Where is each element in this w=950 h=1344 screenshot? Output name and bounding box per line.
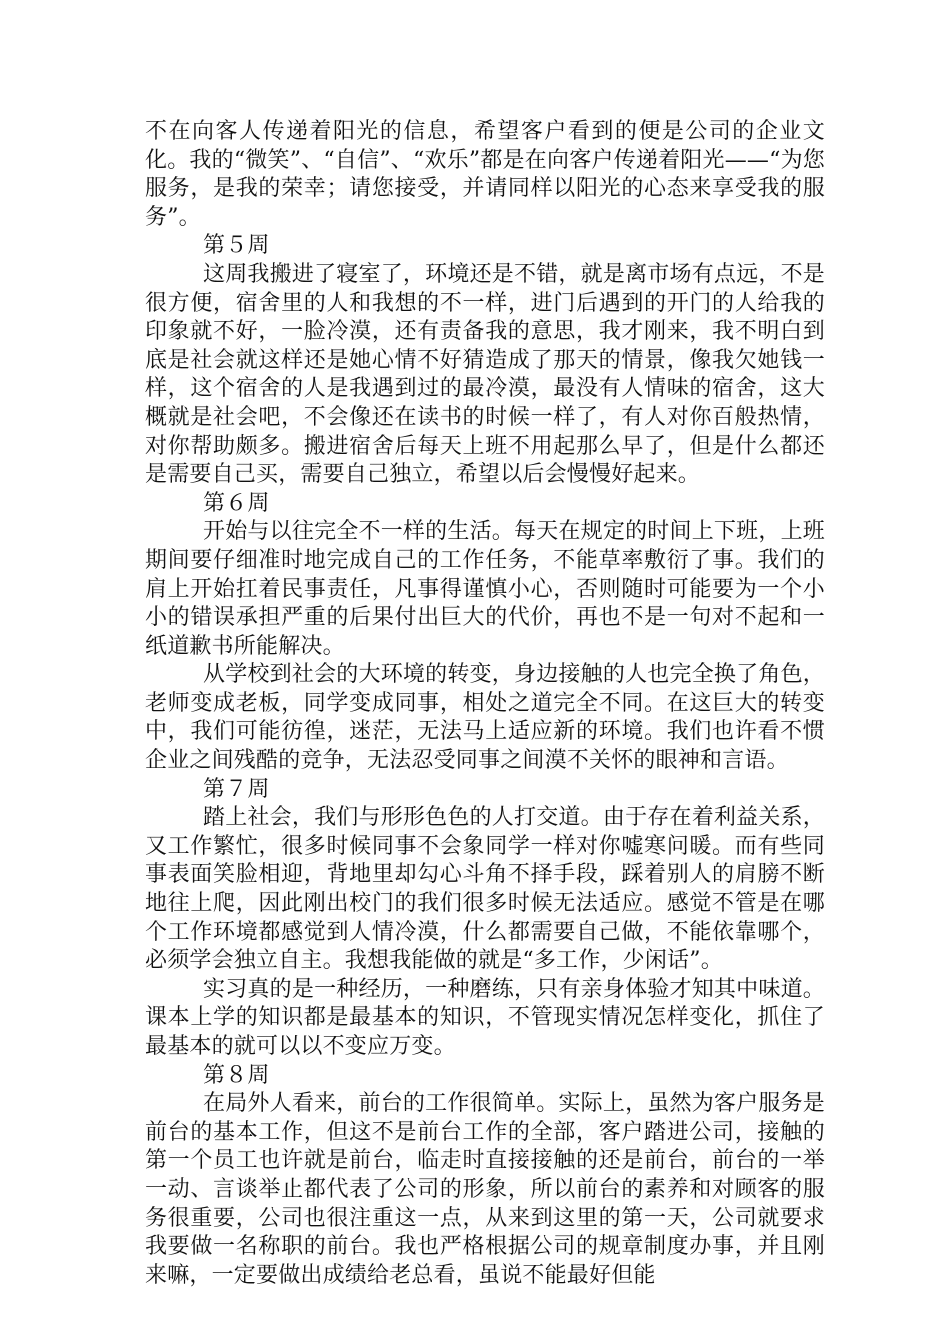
paragraph: 实习真的是一种经历，一种磨练，只有亲身体验才知其中味道。课本上学的知识都是最基本的知识，不管现实情况怎样变化，抓住了最基本的就可以以不变应万变。 bbox=[145, 976, 825, 1059]
paragraph: 从学校到社会的大环境的转变，身边接触的人也完全换了角色，老师变成老板，同学变成同事，相处之道完全不同。在这巨大的转变中，我们可能彷徨，迷茫，无法马上适应新的环境。我们也许看不惯企业之间残酷的竞争，无法忍受同事之间漠不关怀的眼神和言语。 bbox=[145, 662, 825, 774]
week-heading: 第５周 bbox=[203, 233, 270, 259]
week-heading: 第７周 bbox=[203, 776, 270, 802]
week-heading: 第６周 bbox=[203, 490, 270, 516]
week-heading: 第８周 bbox=[203, 1062, 270, 1088]
paragraph: 踏上社会，我们与形形色色的人打交道。由于存在着利益关系，又工作繁忙，很多时候同事不会象同学一样对你嘘寒问暖。而有些同事表面笑脸相迎，背地里却勾心斗角不择手段，踩着别人的肩膀不断地往上爬，因此刚出校门的我们很多时候无法适应。感觉不管是在哪个工作环境都感觉到人情冷漠，什么都需要自己做，不能依靠哪个，必须学会独立自主。我想我能做的就是“多工作，少闲话”。 bbox=[145, 805, 825, 974]
paragraph: 在局外人看来，前台的工作很简单。实际上，虽然为客户服务是前台的基本工作，但这不是前台工作的全部，客户踏进公司，接触的第一个员工也许就是前台，临走时直接接触的还是前台，前台的一举一动、言谈举止都代表了公司的形象，所以前台的素养和对顾客的服务很重要，公司也很注重这一点，从来到这里的第一天，公司就要求我要做一名称职的前台。我也严格根据公司的规章制度办事，并且刚来嘛，一定要做出成绩给老总看，虽说不能最好但能 bbox=[145, 1091, 825, 1288]
paragraph: 不在向客人传递着阳光的信息，希望客户看到的便是公司的企业文化。我的“微笑”、“自信”、“欢乐”都是在向客户传递着阳光——“为您服务，是我的荣幸；请您接受，并请同样以阳光的心态来享受我的服务”。 bbox=[145, 119, 825, 230]
paragraph: 这周我搬进了寝室了，环境还是不错，就是离市场有点远，不是很方便，宿舍里的人和我想的不一样，进门后遇到的开门的人给我的印象就不好，一脸冷漠，还有责备我的意思，我才刚来，我不明白到底是社会就这样还是她心情不好猜造成了那天的情景，像我欠她钱一样，这个宿舍的人是我遇到过的最冷漠，最没有人情味的宿舍，这大概就是社会吧，不会像还在读书的时候一样了，有人对你百般热情，对你帮助颇多。搬进宿舍后每天上班不用起那么早了，但是什么都还是需要自己买，需要自己独立，希望以后会慢慢好起来。 bbox=[145, 261, 825, 488]
document-body bbox=[145, 118, 825, 1290]
paragraph: 开始与以往完全不一样的生活。每天在规定的时间上下班，上班期间要仔细准时地完成自己的工作任务，不能草率敷衍了事。我们的肩上开始扛着民事责任，凡事得谨慎小心，否则随时可能要为一个小小的错误承担严重的后果付出巨大的代价，再也不是一句对不起和一纸道歉书所能解决。 bbox=[145, 519, 825, 659]
